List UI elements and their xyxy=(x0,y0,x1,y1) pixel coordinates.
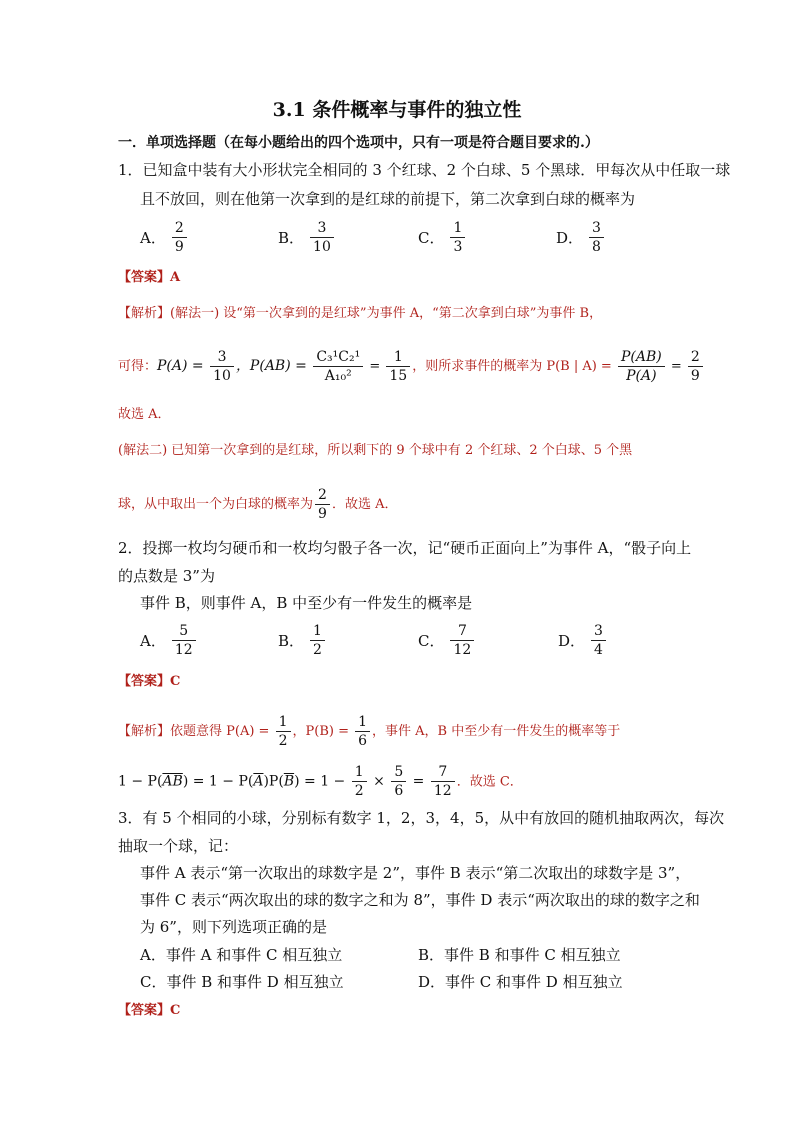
q3-answer: 【答案】C xyxy=(118,1003,181,1018)
q1-option-a: A． $\frac{2}{9}$ xyxy=(140,219,189,256)
q3-option-d: D．事件 C 和事件 D 相互独立 xyxy=(418,973,623,991)
q2-option-c: C． $\frac{7}{12}$ xyxy=(418,622,476,659)
page-title: 3.1 条件概率与事件的独立性 xyxy=(272,99,522,121)
q3-option-c: C．事件 B 和事件 D 相互独立 xyxy=(140,973,344,991)
q1-solution-line4: (解法二) 已知第一次拿到的是红球，所以剩下的 9 个球中有 2 个红球、2 个白球、5 个黑 xyxy=(118,443,633,458)
section-heading: 一．单项选择题（在每小题给出的四个选项中，只有一项是符合题目要求的.） xyxy=(118,135,599,151)
q3-stem-line4: 事件 C 表示“两次取出的球的数字之和为 8”，事件 D 表示“两次取出的球的数字之和 xyxy=(140,891,700,909)
q1-answer: 【答案】A xyxy=(118,270,181,285)
q2-option-b: B． $\frac{1}{2}$ xyxy=(278,622,327,659)
q2-option-d: D． $\frac{3}{4}$ xyxy=(558,622,608,659)
q1-solution-line2: 可得：P(A) = $\frac{3}{10}$ ，P(AB) = $\frac{\text{C₃¹C₂¹}}{\text{A₁₀²}}$ = $\frac{1}{15}$ ，则所求事件的概率为 P(B | A) = $\frac{P(AB)}{P(A)}$ = $\frac{2}{9}$ xyxy=(118,348,705,385)
q1-solution-line5: 球，从中取出一个为白球的概率为 $\frac{2}{9}$ ．故选 A． xyxy=(118,487,398,522)
q1-stem-line2: 且不放回，则在他第一次拿到的是红球的前提下，第二次拿到白球的概率为 xyxy=(140,190,636,208)
q1-solution-line1: 【解析】(解法一) 设“第一次拿到的是红球”为事件 A，“第二次拿到白球”为事件 B， xyxy=(118,306,603,321)
q1-option-d: D． $\frac{3}{8}$ xyxy=(556,219,606,256)
q2-answer: 【答案】C xyxy=(118,674,181,689)
q2-stem-line2: 的点数是 3”为 xyxy=(118,567,215,585)
q3-stem-line5: 为 6”，则下列选项正确的是 xyxy=(140,918,327,936)
q2-solution-line2: $1 - P(\overline{AB}) = 1 - P(\overline{A})P(\overline{B}) = 1$ − $\frac{1}{2}$ × $\frac{5}{6}$ = $\frac{7}{12}$ ．故选 C． xyxy=(118,764,523,799)
q1-option-c: C． $\frac{1}{3}$ xyxy=(418,219,467,256)
q2-stem-line1: 2．投掷一枚均匀硬币和一枚均匀骰子各一次，记“硬币正面向上”为事件 A，“骰子向上 xyxy=(118,539,692,557)
q3-stem-line1: 3．有 5 个相同的小球，分别标有数字 1，2，3，4，5，从中有放回的随机抽取两次，每次 xyxy=(118,809,725,827)
q2-solution-line1: 【解析】依题意得 P(A) = $\frac{1}{2}$ ，P(B) = $\frac{1}{6}$ ，事件 A，B 中至少有一件发生的概率等于 xyxy=(118,714,621,749)
q2-option-a: A． $\frac{5}{12}$ xyxy=(140,622,198,659)
q3-stem-line2: 抽取一个球，记： xyxy=(118,837,239,855)
q3-option-b: B．事件 B 和事件 C 相互独立 xyxy=(418,946,621,964)
q1-solution-line3: 故选 A． xyxy=(118,407,171,422)
q3-stem-line3: 事件 A 表示“第一次取出的球数字是 2”，事件 B 表示“第二次取出的球数字是 3”， xyxy=(140,864,691,882)
q1-option-b: B． $\frac{3}{10}$ xyxy=(278,219,336,256)
q2-stem-line3: 事件 B，则事件 A，B 中至少有一件发生的概率是 xyxy=(140,594,473,612)
q1-stem-line1: 1．已知盒中装有大小形状完全相同的 3 个红球、2 个白球、5 个黑球．甲每次从中任取一球 xyxy=(118,161,731,179)
q3-option-a: A．事件 A 和事件 C 相互独立 xyxy=(140,946,343,964)
